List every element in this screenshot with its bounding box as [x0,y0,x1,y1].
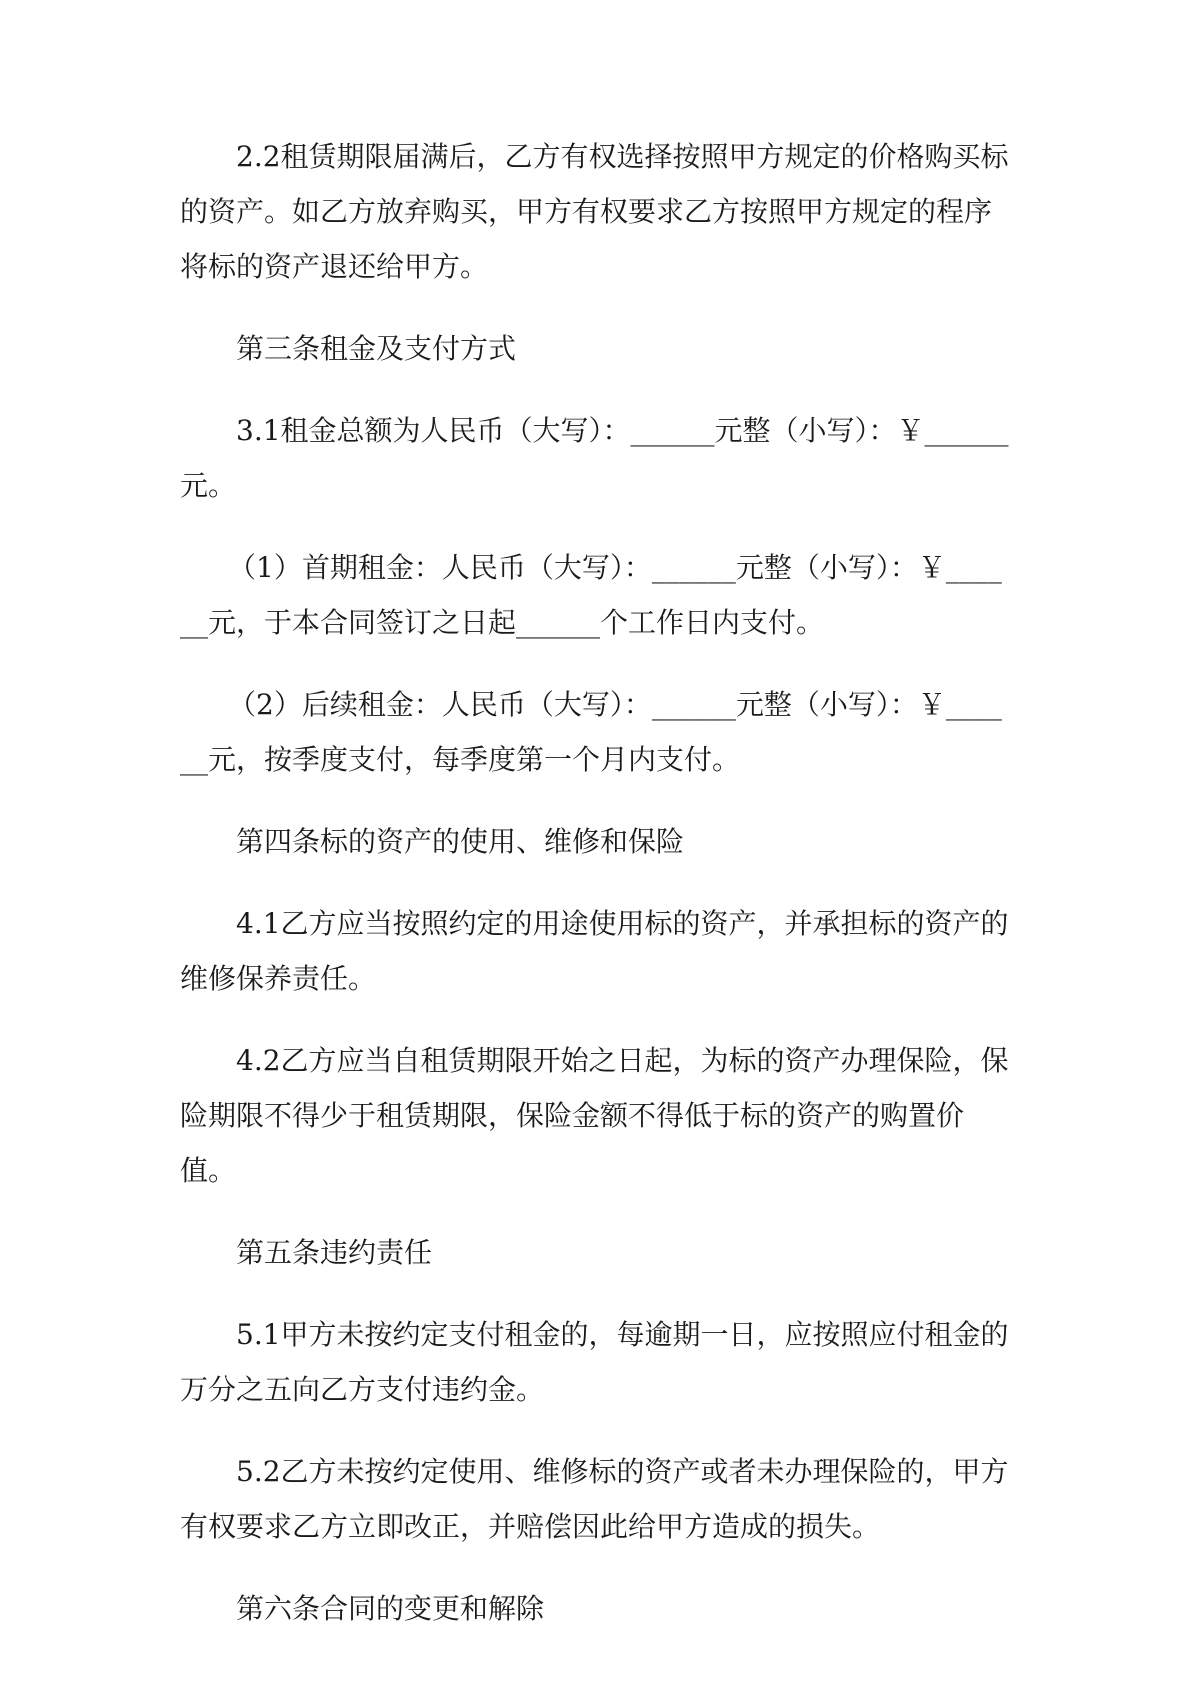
clause-3-1-item-1: （1）首期租金：人民币（大写）：______元整（小写）：￥______元，于本合同签订之日起______个工作日内支付。 [180,551,1002,639]
article-5-heading: 第五条违约责任 [236,1236,433,1269]
clause-4-1: 4.1乙方应当按照约定的用途使用标的资产，并承担标的资产的维修保养责任。 [180,907,1009,995]
document-body [180,129,1012,1663]
clause-5-2: 5.2乙方未按约定使用、维修标的资产或者未办理保险的，甲方有权要求乙方立即改正，并赔偿因此给甲方造成的损失。 [180,1455,1009,1543]
clause-4-2: 4.2乙方应当自租赁期限开始之日起，为标的资产办理保险，保险期限不得少于租赁期限，保险金额不得低于标的资产的购置价值。 [180,1044,1009,1187]
article-4-heading: 第四条标的资产的使用、维修和保险 [236,825,685,858]
clause-5-1: 5.1甲方未按约定支付租金的，每逾期一日，应按照应付租金的万分之五向乙方支付违约金。 [180,1318,1009,1406]
clause-3-1-item-2: （2）后续租金：人民币（大写）：______元整（小写）：￥______元，按季度支付，每季度第一个月内支付。 [180,688,1002,776]
clause-3-1: 3.1租金总额为人民币（大写）：______元整（小写）：￥______元。 [180,414,1009,502]
article-3-heading: 第三条租金及支付方式 [236,332,517,365]
article-6-heading: 第六条合同的变更和解除 [236,1592,545,1625]
clause-2-2: 2.2租赁期限届满后，乙方有权选择按照甲方规定的价格购买标的资产。如乙方放弃购买，甲方有权要求乙方按照甲方规定的程序将标的资产退还给甲方。 [180,140,1009,283]
